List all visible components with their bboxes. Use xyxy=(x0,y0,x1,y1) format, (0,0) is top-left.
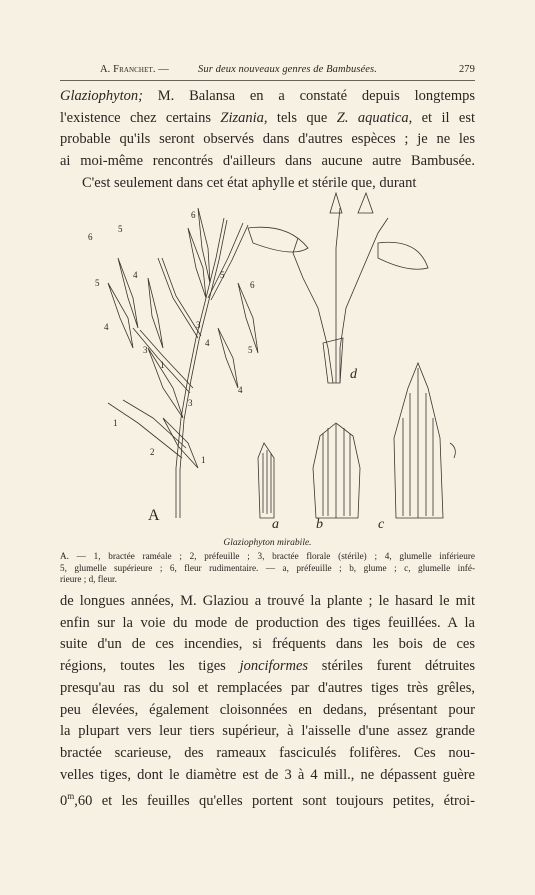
figure-caption xyxy=(60,551,475,586)
label-4: 4 xyxy=(238,385,243,395)
bottom-paragraph xyxy=(60,591,475,813)
label-3: 3 xyxy=(196,320,201,330)
text-line: velles tiges, dont le diamètre est de 3 à 4 mill., ne dépassent guère xyxy=(60,766,475,783)
label-c: c xyxy=(378,517,385,532)
label-1: 1 xyxy=(160,360,165,370)
text-line: la plupart vers leur tiers supérieur, à l'aisselle d'une assez grande xyxy=(60,723,475,740)
label-1: 1 xyxy=(201,455,206,465)
label-3: 3 xyxy=(188,398,193,408)
header-author: A. Franchet. — xyxy=(100,64,169,75)
header-rule xyxy=(60,80,475,81)
label-5: 5 xyxy=(220,270,225,280)
text-line: régions, toutes les tiges jonciformes stériles furent détruites xyxy=(60,658,475,675)
label-5: 5 xyxy=(95,278,100,288)
text-line: de longues années, M. Glaziou a trouvé la plante ; le hasard le mit xyxy=(60,593,475,609)
part-b-outline xyxy=(313,423,360,518)
page-number: 279 xyxy=(458,64,475,75)
label-5: 5 xyxy=(248,345,253,355)
header-title: Sur deux nouveaux genres de Bambusées. xyxy=(198,64,377,75)
part-a-outline xyxy=(258,443,274,518)
label-6: 6 xyxy=(88,232,93,242)
caption-line: A. — 1, bractée raméale ; 2, préfeuille ; 3, bractée florale (stérile) ; 4, glumelle inférieure xyxy=(60,551,475,561)
label-4: 4 xyxy=(133,270,138,280)
label-2: 2 xyxy=(150,447,155,457)
running-header xyxy=(60,64,475,80)
label-b: b xyxy=(316,517,323,532)
figure-letters xyxy=(148,367,385,532)
label-6: 6 xyxy=(191,210,196,220)
label-d: d xyxy=(350,367,357,382)
text-line: probable qu'ils seront observés dans d'autres espèces ; je ne les xyxy=(60,131,475,148)
illustration-svg xyxy=(78,188,468,533)
botanical-illustration xyxy=(78,188,468,533)
label-6: 6 xyxy=(250,280,255,290)
figure-caption-title: Glaziophyton mirabile. xyxy=(223,538,312,548)
text-line: peu élevées, également cloisonnées en dedans, présentant pour xyxy=(60,701,475,718)
caption-line: 5, glumelle supérieure ; 6, fleur rudimentaire. — a, préfeuille ; b, glume ; c, glumelle infé- xyxy=(60,562,475,573)
text-line: enfin sur la voie du mode de production des tiges feuillées. A la xyxy=(60,614,475,631)
stem-a xyxy=(176,218,224,518)
label-1: 1 xyxy=(113,418,118,428)
part-c-outline xyxy=(394,363,443,518)
label-A: A xyxy=(148,507,160,524)
label-3: 3 xyxy=(143,345,148,355)
text-line: C'est seulement dans cet état aphylle et stérile que, durant xyxy=(82,174,417,191)
label-4: 4 xyxy=(205,338,210,348)
text-line: 0$^m$,60 et les feuilles qu'elles portent sont toujours petites, étroi- xyxy=(60,791,475,810)
text-line: suite d'un de ces incendies, si fréquents dans les bois de ces xyxy=(60,636,475,653)
text-line: l'existence chez certains Zizania, tels que Z. aquatica, et il est xyxy=(60,109,476,126)
text-line: presqu'au ras du sol et remplacées par d'autres tiges très grêles, xyxy=(60,679,475,696)
text-line: Glaziophyton; M. Balansa en a constaté depuis longtemps xyxy=(60,88,475,104)
label-4: 4 xyxy=(104,322,109,332)
label-5: 5 xyxy=(118,224,123,234)
label-a: a xyxy=(272,517,279,532)
text-line: bractée scarieuse, des rameaux fasciculés folifères. Ces nou- xyxy=(60,744,475,761)
top-paragraph xyxy=(60,86,475,195)
text-line: ai moi-même rencontrés d'ailleurs dans aucune autre Bambusée. xyxy=(60,153,475,170)
caption-line: rieure ; d, fleur. xyxy=(60,574,117,584)
stem-a-outline xyxy=(180,220,227,518)
